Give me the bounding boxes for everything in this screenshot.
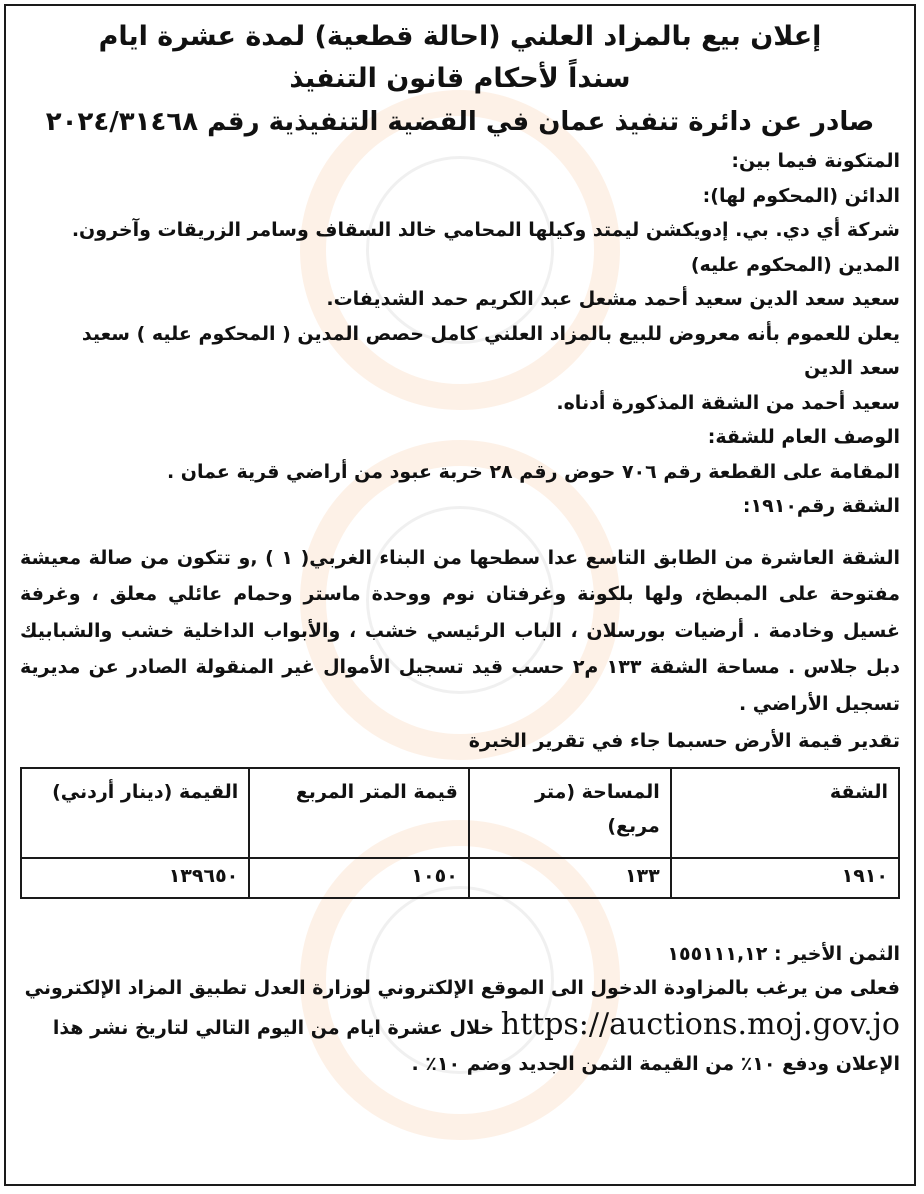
creditor-label: الدائن (المحكوم لها):	[702, 184, 900, 207]
table-cell: ١٩١٠	[671, 858, 899, 898]
property-location: المقامة على القطعة رقم ٧٠٦ حوض رقم ٢٨ خربة عبود من أراضي قرية عمان .	[166, 460, 900, 483]
apartment-label: الشقة رقم١٩١٠:	[742, 495, 900, 517]
parties-intro: المتكونة فيما بين:	[731, 150, 900, 172]
auction-url-link[interactable]: https://auctions.moj.gov.jo	[500, 1006, 900, 1042]
table-cell: ١٣٣	[469, 858, 671, 898]
table-row	[21, 858, 899, 898]
valuation-label: تقدير قيمة الأرض حسبما جاء في تقرير الخبرة	[468, 730, 900, 752]
bidding-deadline: خلال عشرة ايام من اليوم التالي لتاريخ نشر هذا	[52, 1016, 495, 1039]
table-header-row	[21, 768, 899, 858]
table-cell: ١٣٩٦٥٠	[21, 858, 249, 898]
description-label: الوصف العام للشقة:	[707, 426, 900, 448]
bidding-deposit: الإعلان ودفع ١٠٪ من القيمة الثمن الجديد وضم ١٠٪ .	[411, 1052, 900, 1075]
last-price: الثمن الأخير : ١٥٥١١١,١٢	[667, 942, 900, 965]
column-header: المساحة (متر مربع)	[469, 768, 671, 858]
column-header: قيمة المتر المربع	[249, 768, 469, 858]
announcement-line: سعيد أحمد من الشقة المذكورة أدناه.	[556, 391, 900, 414]
debtor-name: سعيد سعد الدين سعيد أحمد مشعل عبد الكريم حمد الشديفات.	[326, 288, 900, 310]
case-reference: صادر عن دائرة تنفيذ عمان في القضية التنفيذية رقم ٢٠٢٤/٣١٤٦٨	[45, 107, 875, 137]
column-header: الشقة	[671, 768, 899, 858]
notice-subtitle: سنداً لأحكام قانون التنفيذ	[289, 63, 631, 94]
table-cell: ١٠٥٠	[249, 858, 469, 898]
notice-body	[20, 16, 900, 1081]
announcement-line: سعد الدين	[804, 357, 900, 379]
creditor-name: شركة أي دي. بي. إدويكشن ليمتد وكيلها المحامي خالد السقاف وسامر الزريقات وآخرون.	[71, 219, 900, 241]
notice-title: إعلان بيع بالمزاد العلني (احالة قطعية) لمدة عشرة ايام	[98, 21, 822, 52]
apartment-details: الشقة العاشرة من الطابق التاسع عدا سطحها من البناء الغربي( ١ ) ,و تتكون من صالة معيشة مفتوحة على المبطخ، ولها بلكونة وغرفتان نوم ووحدة ماستر وحمام عائلي معلق ، وغرفة غسيل وخادمة . أرضيات بورسلان ، الباب الرئيسي خشب ، والأبواب الداخلية خشب والشبابيك دبل جلاس . مساحة الشقة ١٣٣ م٢ حسب قيد تسجيل الأموال غير المنقولة الصادر عن مديرية تسجيل الأراضي .	[20, 546, 900, 715]
column-header: القيمة (دينار أردني)	[21, 768, 249, 858]
bidding-instructions-cont	[20, 1006, 900, 1047]
announcement-line: يعلن للعموم بأنه معروض للبيع بالمزاد العلني كامل حصص المدين ( المحكوم عليه ) سعيد	[81, 322, 900, 345]
debtor-label: المدين (المحكوم عليه)	[690, 253, 900, 276]
bidding-instructions: فعلى من يرغب بالمزاودة الدخول الى الموقع الإلكتروني لوزارة العدل تطبيق المزاد الإلكتروني	[24, 977, 900, 999]
valuation-table	[20, 767, 900, 899]
